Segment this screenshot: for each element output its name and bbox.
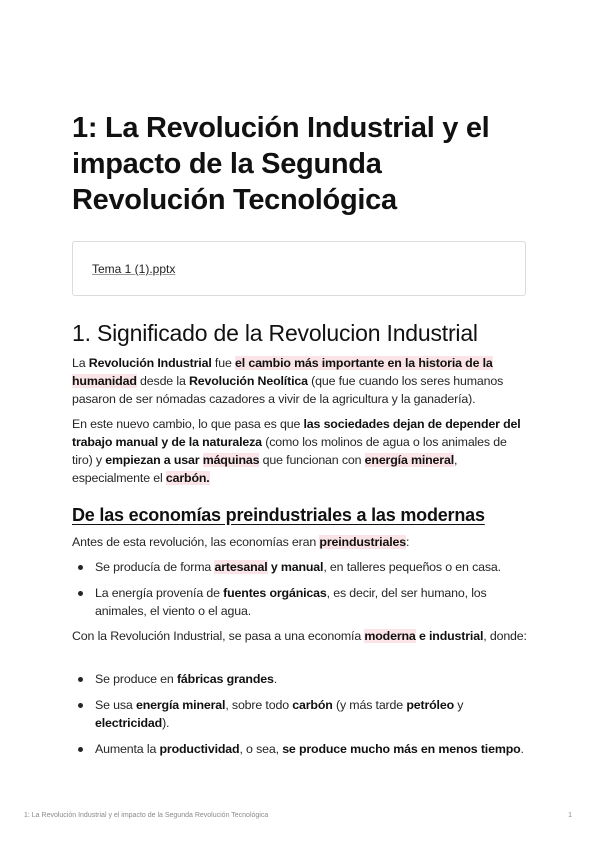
list-moderna xyxy=(72,670,528,766)
attachment-link[interactable]: Tema 1 (1).pptx xyxy=(92,262,176,276)
bold-run: y manual xyxy=(267,560,324,574)
list-item xyxy=(72,740,528,758)
bold-run: productividad xyxy=(159,742,240,756)
text-run: fue xyxy=(211,356,235,370)
paragraph-significado-1 xyxy=(72,354,528,408)
text-run: En este nuevo cambio, lo que pasa es que xyxy=(72,417,304,431)
text-run: La xyxy=(72,356,89,370)
text-run: ). xyxy=(162,716,170,730)
page-footer: 1: La Revolución Industrial y el impacto de la Segunda Revolución Tecnológica xyxy=(24,812,269,819)
bold-run: carbón xyxy=(292,698,333,712)
text-run: La energía provenía de xyxy=(95,586,224,600)
list-item xyxy=(72,584,528,620)
bold-run: fábricas grandes xyxy=(176,672,274,686)
list-item xyxy=(72,696,528,732)
bold-run: petróleo xyxy=(406,698,455,712)
text-run: (y más tarde xyxy=(332,698,407,712)
list-item xyxy=(72,558,528,576)
highlighted-run: carbón. xyxy=(165,471,210,485)
page-title: 1: La Revolución Industrial y el impacto de la Segunda Revolución Tecnológica xyxy=(72,112,490,216)
text-run: Aumenta la xyxy=(95,742,160,756)
text-run: , donde: xyxy=(483,629,527,643)
attachment-card[interactable] xyxy=(72,241,526,296)
bold-run: fuentes orgánicas xyxy=(223,586,327,600)
highlighted-run: moderna xyxy=(364,629,416,643)
highlighted-run: el cambio más importante en la historia de la humanidad xyxy=(72,356,493,388)
highlighted-run: energía mineral xyxy=(364,453,454,467)
list-item xyxy=(72,670,528,688)
text-run: , especialmente el xyxy=(72,453,458,485)
paragraph-significado-2 xyxy=(72,415,528,487)
section-heading-significado: 1. Significado de la Revolucion Industrial xyxy=(72,320,478,346)
page-number: 1 xyxy=(568,812,572,819)
section-heading-economias: De las economías preindustriales a las modernas xyxy=(72,505,485,525)
text-run: Se usa xyxy=(95,698,136,712)
text-run: y xyxy=(454,698,464,712)
text-run: , es decir, del ser humano, los animales, el viento o el agua. xyxy=(95,586,487,618)
bold-run: Revolución Neolítica xyxy=(188,374,308,388)
text-run: Se produce en xyxy=(95,672,177,686)
text-run: desde la xyxy=(136,374,189,388)
paragraph-con-revolucion xyxy=(72,627,528,645)
text-run: Antes de esta revolución, las economías eran xyxy=(72,535,320,549)
text-run: (como los molinos de agua o los animales de tiro) y xyxy=(72,435,507,467)
bold-run: las sociedades dejan de depender del trabajo manual y de la naturaleza xyxy=(72,417,521,449)
text-run: que funcionan con xyxy=(259,453,365,467)
text-run: . xyxy=(520,742,524,756)
bold-run: e industrial xyxy=(415,629,484,643)
text-run: , en talleres pequeños o en casa. xyxy=(323,560,501,574)
paragraph-antes xyxy=(72,533,528,551)
text-run: Con la Revolución Industrial, se pasa a una economía xyxy=(72,629,365,643)
text-run: : xyxy=(405,535,410,549)
text-run: , sobre todo xyxy=(225,698,293,712)
list-preindustrial xyxy=(72,558,528,628)
bold-run: energía mineral xyxy=(135,698,226,712)
bold-run: Revolución Industrial xyxy=(88,356,212,370)
bold-run: empiezan a usar xyxy=(105,453,203,467)
highlighted-run: preindustriales xyxy=(319,535,406,549)
highlighted-run: máquinas xyxy=(202,453,260,467)
highlighted-run: artesanal xyxy=(214,560,268,574)
text-run: . xyxy=(273,672,278,686)
text-run: Se producía de forma xyxy=(95,560,215,574)
bold-run: se produce mucho más en menos tiempo xyxy=(282,742,521,756)
text-run: , o sea, xyxy=(239,742,283,756)
bold-run: electricidad xyxy=(95,716,163,730)
text-run: (que fue cuando los seres humanos pasaron de ser nómadas cazadores a vivir de la agricultura y la ganadería). xyxy=(72,374,504,406)
